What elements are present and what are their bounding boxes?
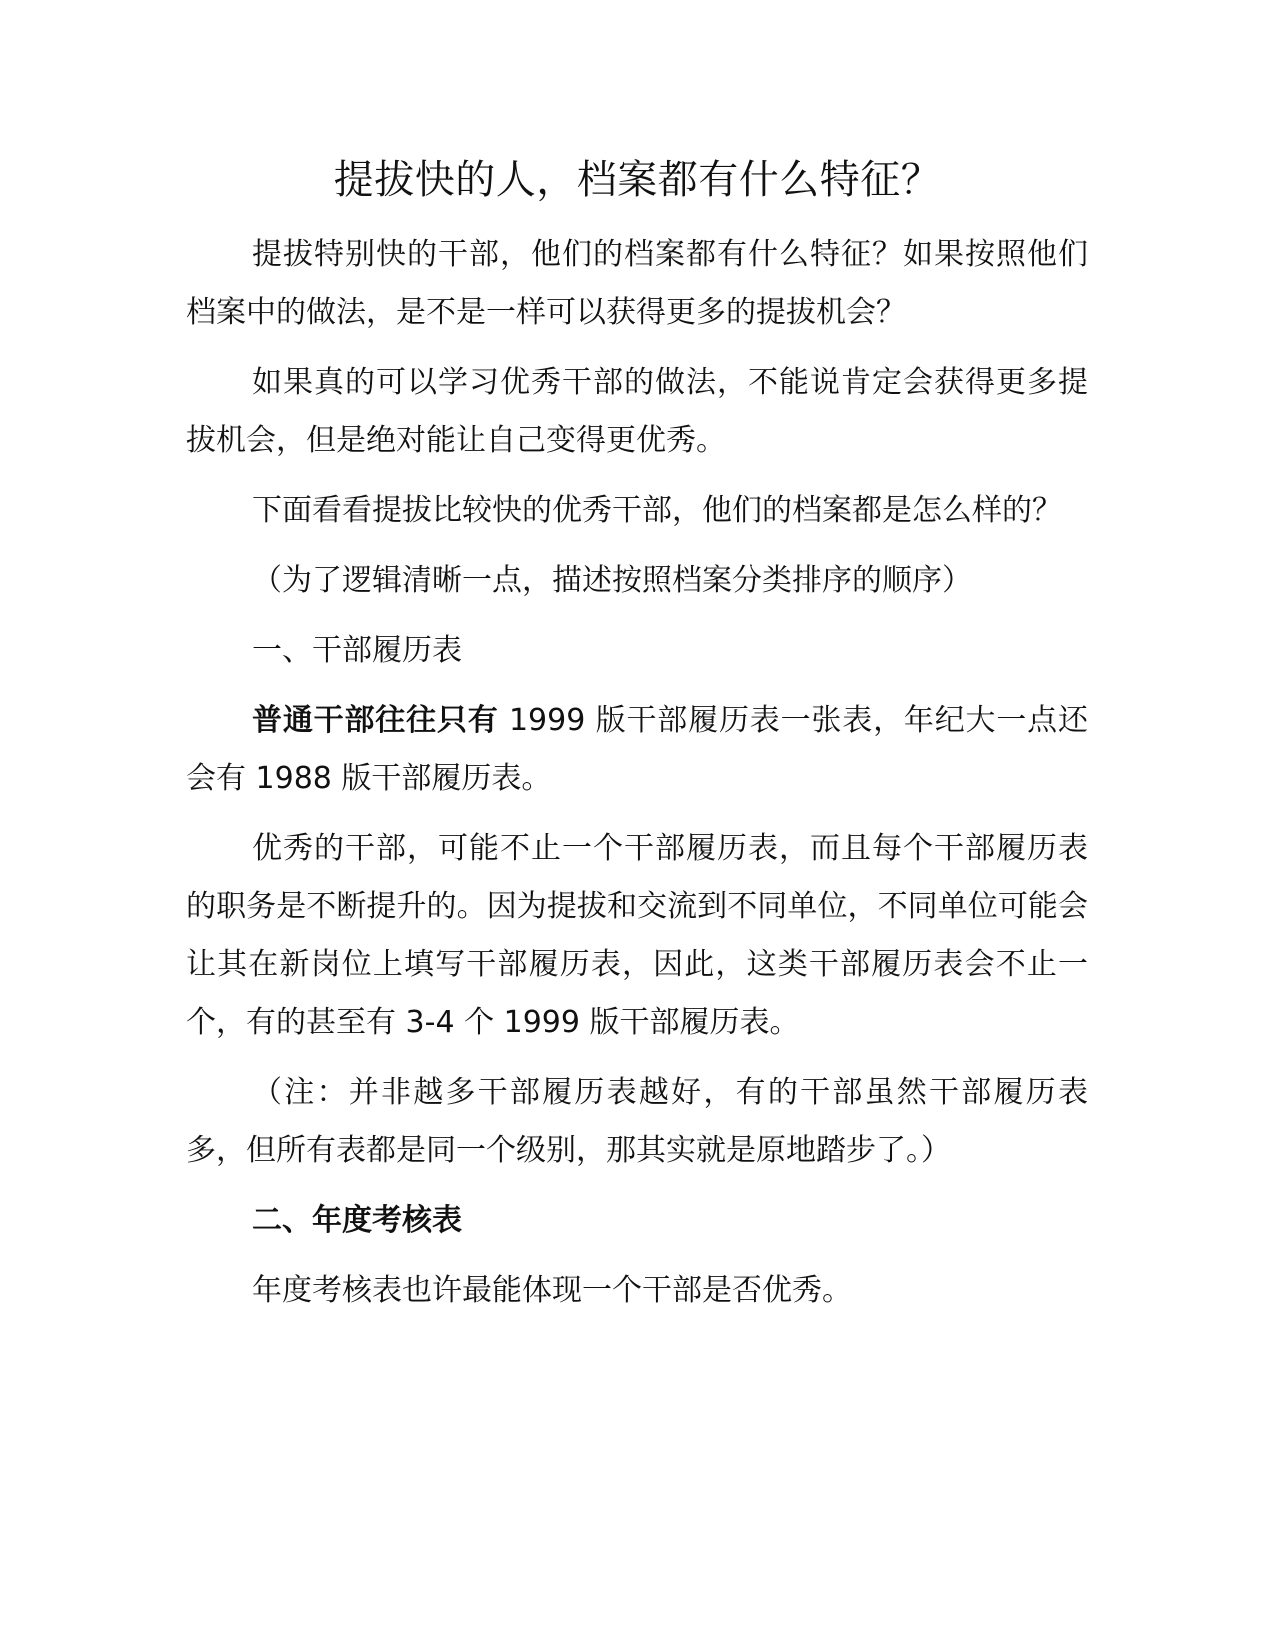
paragraph-intro: 提拔特别快的干部，他们的档案都有什么特征？如果按照他们档案中的做法，是不是一样可以获得更多的提拔机会？ [186, 237, 1088, 330]
paragraph-rest-text: 1999 版干部履历表一张表，年纪大一点还会有 1988 版干部履历表。 [186, 703, 1089, 796]
paragraph-learn: 如果真的可以学习优秀干部的做法，不能说肯定会获得更多提拔机会，但是绝对能让自己变得更优秀。 [186, 365, 1088, 458]
document-title: 提拔快的人，档案都有什么特征？ [333, 157, 942, 203]
paragraph-excellent-cadre: 优秀的干部，可能不止一个干部履历表，而且每个干部履历表的职务是不断提升的。因为提拔和交流到不同单位，不同单位可能会让其在新岗位上填写干部履历表，因此，这类干部履历表会不止一个，有的甚至有 3-4 个 1999 版干部履历表。 [186, 831, 1088, 1040]
section-heading-resume: 一、干部履历表 [252, 633, 462, 668]
paragraph-annual-review: 年度考核表也许最能体现一个干部是否优秀。 [252, 1273, 852, 1308]
paragraph-lead-text: 普通干部往往只有 [252, 703, 499, 738]
paragraph-lookahead: 下面看看提拔比较快的优秀干部，他们的档案都是怎么样的？ [252, 493, 1062, 528]
paragraph-ordinary-cadre [186, 692, 1088, 808]
paragraph-order-note: （为了逻辑清晰一点，描述按照档案分类排序的顺序） [252, 563, 972, 598]
section-heading-annual-review: 二、年度考核表 [252, 1203, 462, 1238]
paragraph-note: （注：并非越多干部履历表越好，有的干部虽然干部履历表多，但所有表都是同一个级别，那其实就是原地踏步了。） [186, 1075, 1088, 1168]
document-body [186, 226, 1088, 1332]
